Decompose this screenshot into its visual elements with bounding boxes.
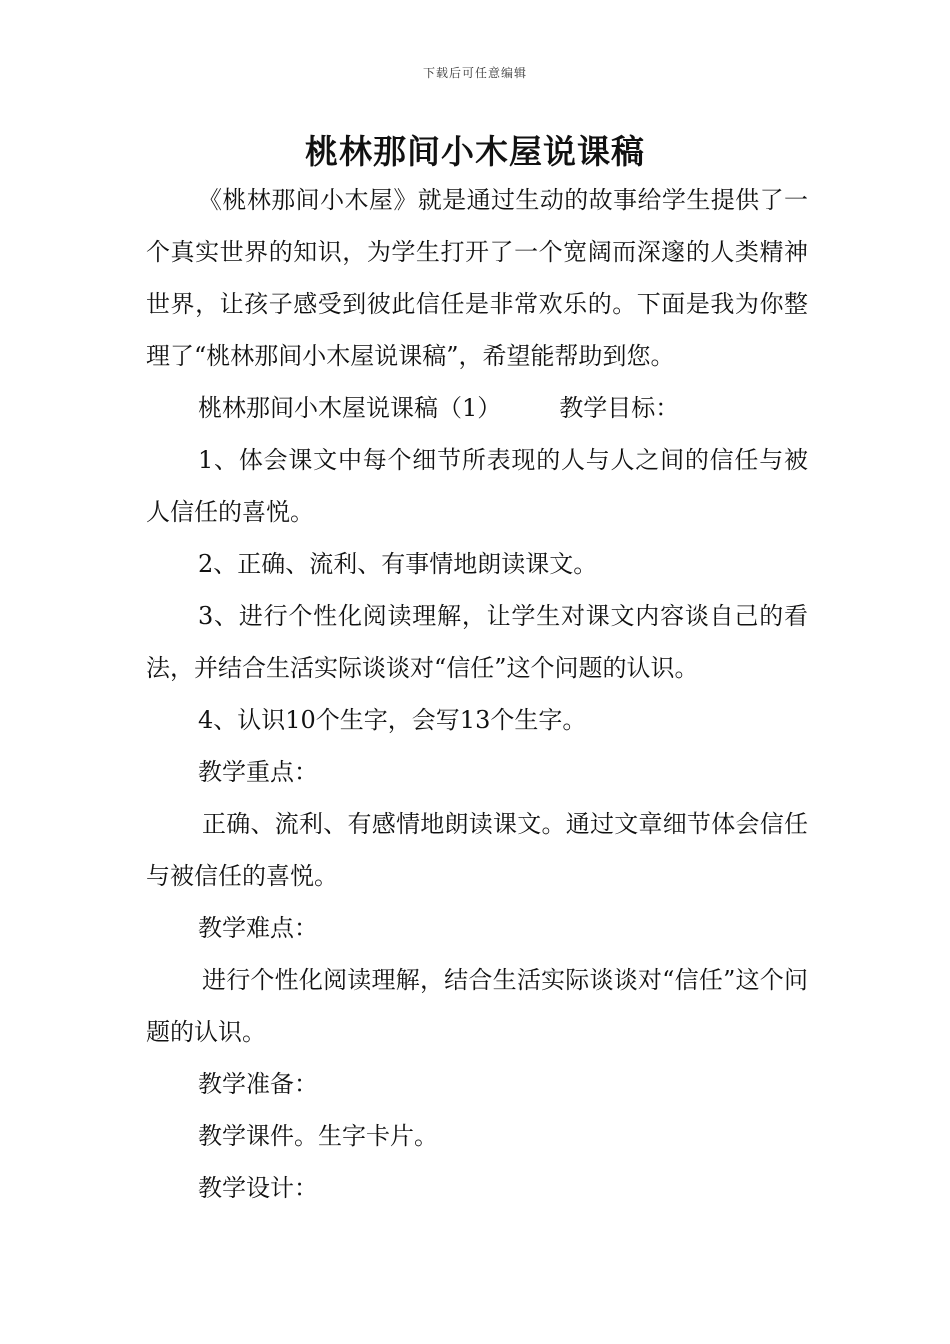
difficulties-label: 教学难点： <box>198 914 318 942</box>
goals-label: 教学目标： <box>559 394 680 422</box>
goal-2: 2、正确、流利、有事情地朗读课文。 <box>198 550 598 578</box>
design-label: 教学设计： <box>198 1174 318 1202</box>
header-note: 下载后可任意编辑 <box>422 66 527 80</box>
goal-1: 1、体会课文中每个细节所表现的人与人之间的信任与被人信任的喜悦。 <box>146 446 808 526</box>
section-heading-line <box>146 382 808 434</box>
key-points-text: 正确、流利、有感情地朗读课文。通过文章细节体会信任与被信任的喜悦。 <box>146 810 808 890</box>
preparation-label: 教学准备： <box>198 1070 318 1098</box>
document-body <box>146 174 808 1214</box>
section-heading: 桃林那间小木屋说课稿（1） <box>198 394 502 422</box>
preparation-text: 教学课件。生字卡片。 <box>198 1122 438 1150</box>
document-title: 桃林那间小木屋说课稿 <box>305 132 645 171</box>
key-points-label: 教学重点： <box>198 758 318 786</box>
intro-paragraph: 《桃林那间小木屋》就是通过生动的故事给学生提供了一个真实世界的知识，为学生打开了一个宽阔而深邃的人类精神世界，让孩子感受到彼此信任是非常欢乐的。下面是我为你整理了“桃林那间小木屋说课稿”，希望能帮助到您。 <box>146 186 808 370</box>
goal-3: 3、进行个性化阅读理解，让学生对课文内容谈自己的看法，并结合生活实际谈谈对“信任”这个问题的认识。 <box>146 602 808 682</box>
difficulties-text: 进行个性化阅读理解，结合生活实际谈谈对“信任”这个问题的认识。 <box>146 966 808 1046</box>
goal-4: 4、认识10个生字，会写13个生字。 <box>198 706 587 734</box>
